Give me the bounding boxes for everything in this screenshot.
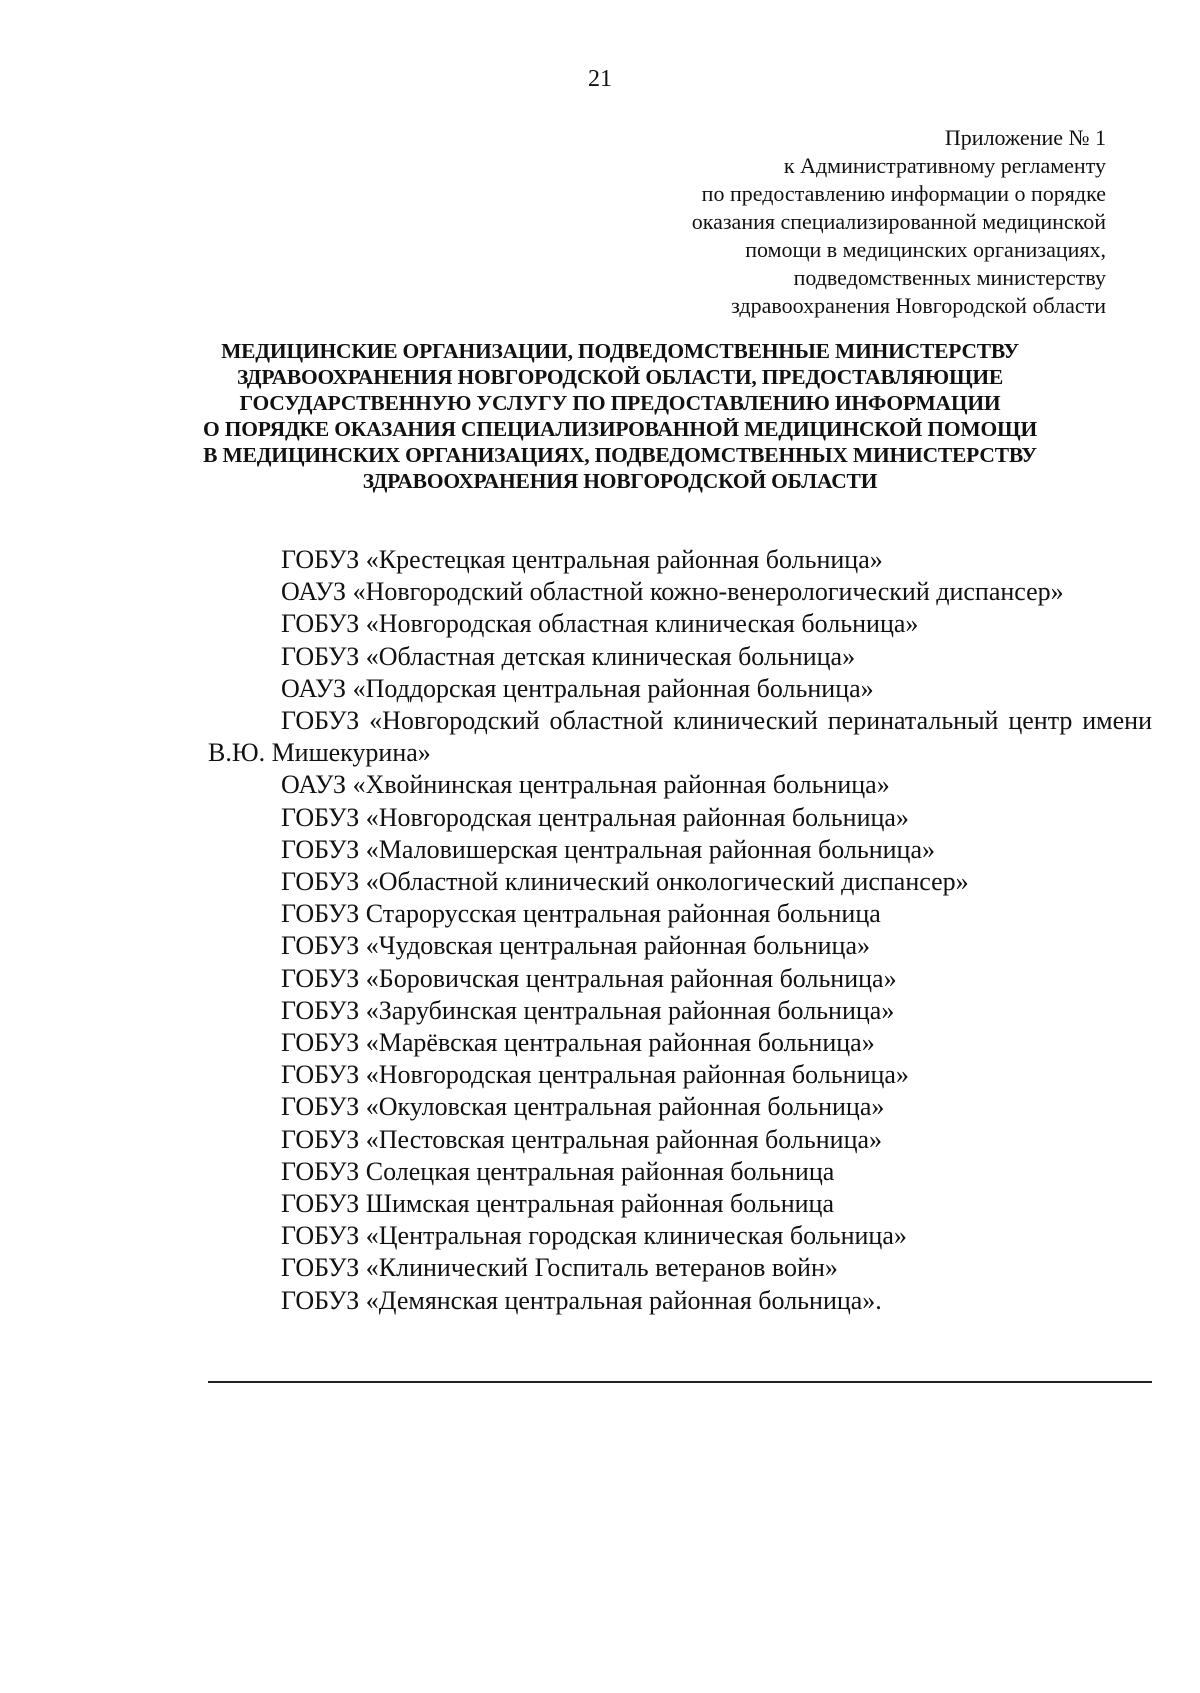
- organization-item: ГОБУЗ «Центральная городская клиническая больница»: [281, 1221, 907, 1251]
- appendix-line: помощи в медицинских организациях,: [745, 237, 1106, 262]
- organization-list: [208, 544, 1152, 1317]
- organization-item: ОАУЗ «Новгородский областной кожно-венерологический диспансер»: [281, 577, 1064, 607]
- document-title: [150, 338, 1090, 494]
- title-line: В МЕДИЦИНСКИХ ОРГАНИЗАЦИЯХ, ПОДВЕДОМСТВЕННЫХ МИНИСТЕРСТВУ: [203, 443, 1037, 467]
- organization-item: ГОБУЗ Шимская центральная районная больница: [281, 1189, 834, 1219]
- organization-item: ГОБУЗ «Областная детская клиническая больница»: [281, 641, 856, 671]
- organization-item: ОАУЗ «Хвойнинская центральная районная больница»: [281, 770, 890, 800]
- title-line: МЕДИЦИНСКИЕ ОРГАНИЗАЦИИ, ПОДВЕДОМСТВЕННЫЕ МИНИСТЕРСТВУ: [221, 339, 1019, 363]
- title-line: О ПОРЯДКЕ ОКАЗАНИЯ СПЕЦИАЛИЗИРОВАННОЙ МЕДИЦИНСКОЙ ПОМОЩИ: [203, 417, 1037, 441]
- appendix-line: подведомственных министерству: [793, 265, 1106, 290]
- organization-item: ГОБУЗ «Новгородский областной клинический перинатальный центр имени В.Ю. Мишекурина»: [208, 706, 1152, 768]
- organization-item: ГОБУЗ «Зарубинская центральная районная больница»: [281, 995, 895, 1025]
- title-line: ГОСУДАРСТВЕННУЮ УСЛУГУ ПО ПРЕДОСТАВЛЕНИЮ ИНФОРМАЦИИ: [239, 391, 1001, 415]
- organization-item: ГОБУЗ «Новгородская центральная районная больница»: [281, 1060, 909, 1090]
- organization-item: ГОБУЗ «Марёвская центральная районная больница»: [281, 1028, 875, 1058]
- organization-item: ГОБУЗ «Пестовская центральная районная больница»: [281, 1124, 883, 1154]
- organization-item: ГОБУЗ «Областной клинический онкологический диспансер»: [281, 867, 969, 897]
- organization-item: ОАУЗ «Поддорская центральная районная больница»: [281, 673, 874, 703]
- organization-item: ГОБУЗ «Маловишерская центральная районная больница»: [281, 834, 935, 864]
- organization-item: ГОБУЗ «Чудовская центральная районная больница»: [281, 931, 870, 961]
- organization-item: ГОБУЗ «Боровичская центральная районная больница»: [281, 963, 897, 993]
- appendix-line: оказания специализированной медицинской: [691, 209, 1106, 234]
- appendix-line: к Административному регламенту: [783, 153, 1106, 178]
- organization-item: ГОБУЗ «Новгородская центральная районная больница»: [281, 802, 909, 832]
- organization-item: ГОБУЗ «Клинический Госпиталь ветеранов войн»: [281, 1253, 838, 1283]
- page-number: 21: [588, 66, 612, 92]
- organization-item: ГОБУЗ «Крестецкая центральная районная больница»: [281, 545, 883, 574]
- appendix-line: здравоохранения Новгородской области: [731, 293, 1106, 318]
- appendix-line: по предоставлению информации о порядке: [701, 181, 1106, 206]
- closing-divider: [208, 1381, 1152, 1383]
- appendix-line: Приложение № 1: [944, 125, 1106, 150]
- title-line: ЗДРАВООХРАНЕНИЯ НОВГОРОДСКОЙ ОБЛАСТИ, ПРЕДОСТАВЛЯЮЩИЕ: [236, 365, 1004, 389]
- appendix-block: [546, 124, 1106, 320]
- title-line: ЗДРАВООХРАНЕНИЯ НОВГОРОДСКОЙ ОБЛАСТИ: [362, 469, 878, 493]
- organization-item: ГОБУЗ «Демянская центральная районная больница».: [281, 1285, 882, 1315]
- organization-item: ГОБУЗ «Новгородская областная клиническая больница»: [281, 609, 919, 639]
- organization-item: ГОБУЗ Солецкая центральная районная больница: [281, 1156, 835, 1186]
- organization-item: ГОБУЗ «Окуловская центральная районная больница»: [281, 1092, 885, 1122]
- organization-item: ГОБУЗ Старорусская центральная районная больница: [281, 899, 881, 929]
